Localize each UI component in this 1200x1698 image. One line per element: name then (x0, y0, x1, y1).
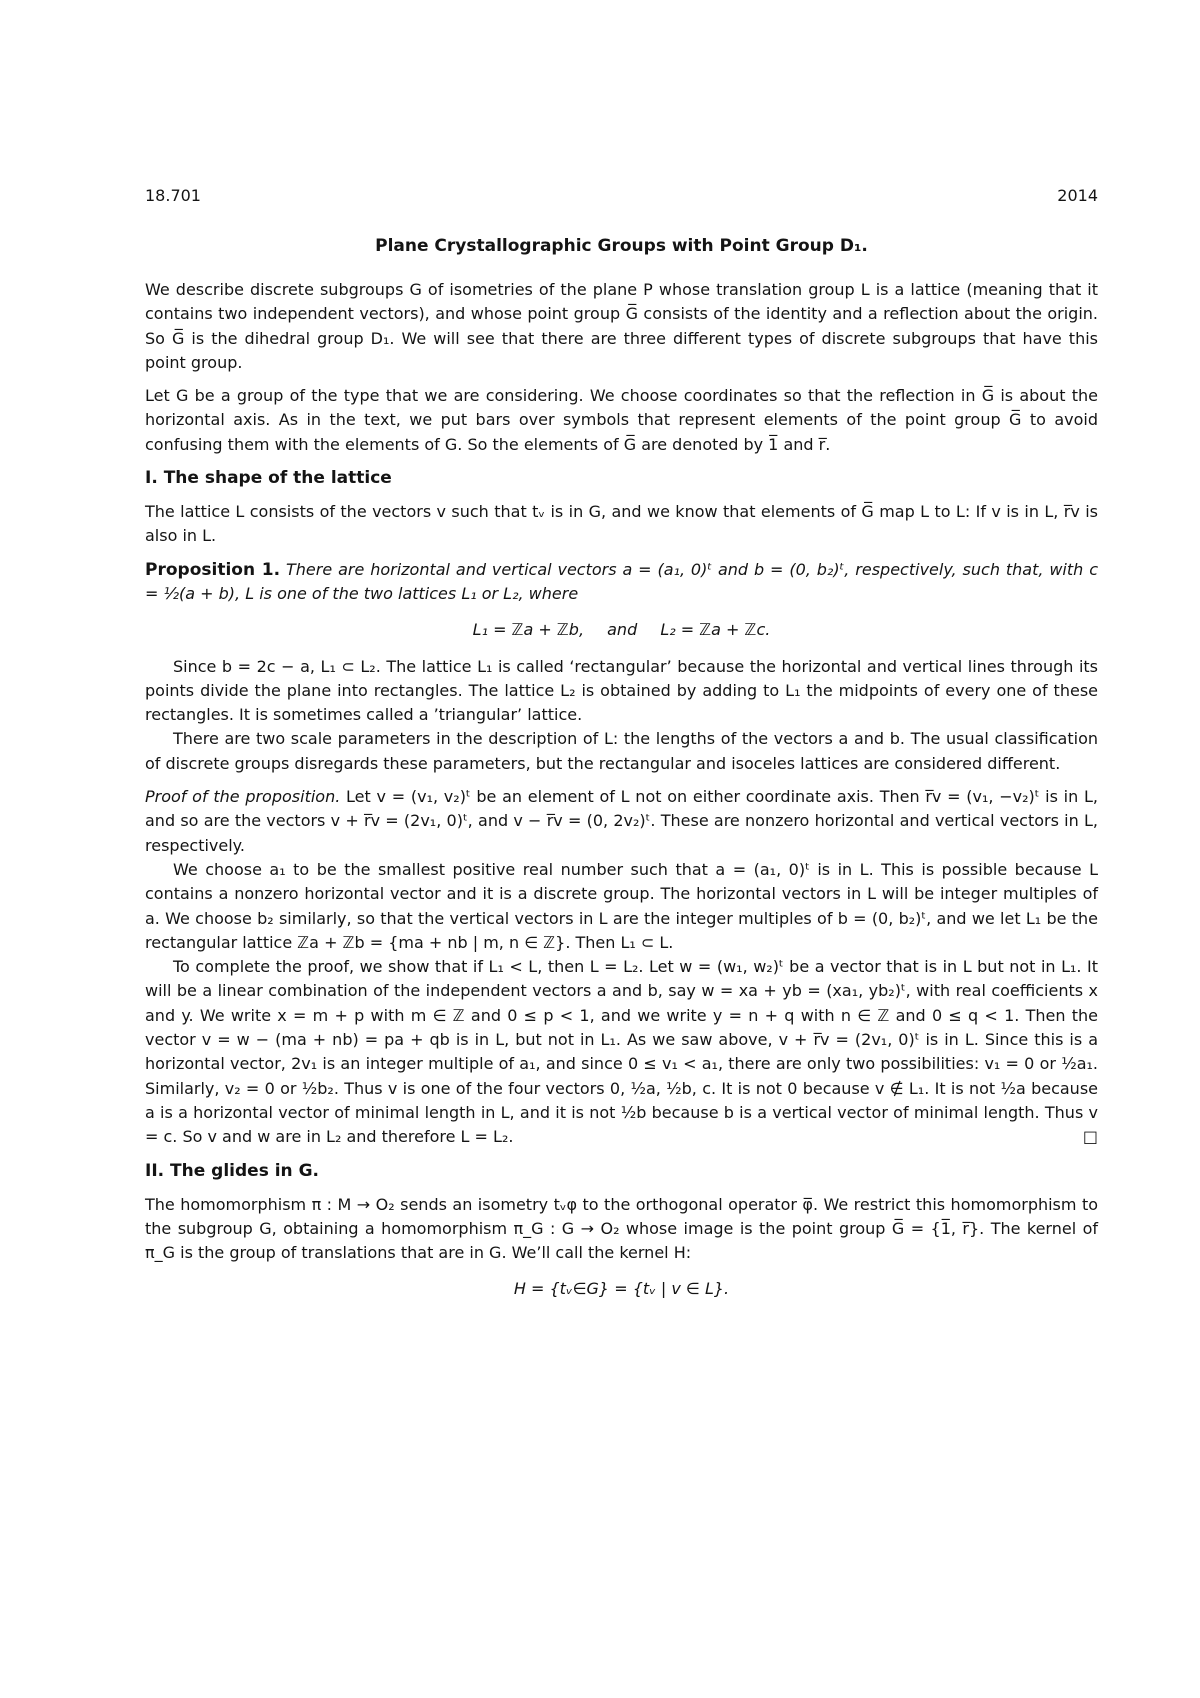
section-1-heading: I. The shape of the lattice (145, 468, 392, 489)
proposition-1 (145, 558, 1098, 607)
section-2-paragraph: The homomorphism π : M → O₂ sends an isometry tᵥφ to the orthogonal operator φ̅. We restrict this homomorphism to the subgroup G, obtaining a homomorphism π_G : G → O₂ whose image is the point group G̅ = {1̅, r̅}. The kernel of π_G is the group of translations that are in G. We’ll call the kernel H: (145, 1194, 1098, 1263)
proposition-label: Proposition 1. (145, 559, 281, 580)
proposition-text: There are horizontal and vertical vectors a = (a₁, 0)ᵗ and b = (0, b₂)ᵗ, respectively, such that, with c = ½(a + b), L is one of the two lattices L₁ or L₂, where (145, 559, 1098, 603)
intro-paragraph-1: We describe discrete subgroups G of isometries of the plane P whose translation group L is a lattice (meaning that it contains two independent vectors), and whose point group G̅ consists of the identity and a reflection about the origin. So G̅ is the dihedral group D₁. We will see that there are three different types of discrete subgroups that have this point group. (145, 280, 1098, 372)
lattice-equation (145, 618, 1098, 642)
running-header (145, 184, 1098, 208)
lattice-l1-formula: L₁ = ℤa + ℤb, (472, 620, 585, 640)
kernel-formula: H = {tᵥ∈G} = {tᵥ | v ∈ L}. (513, 1279, 730, 1299)
section-1-paragraph: The lattice L consists of the vectors v such that tᵥ is in G, and we know that elements of G̅ map L to L: If v is in L, r̅v is also in L. (145, 502, 1098, 546)
page-title: Plane Crystallographic Groups with Point Group D₁. (375, 236, 868, 256)
lattice-l2-formula: L₂ = ℤa + ℤc. (660, 620, 771, 640)
kernel-equation (145, 1277, 1098, 1301)
year: 2014 (1057, 186, 1098, 205)
course-number: 18.701 (145, 186, 201, 205)
qed-symbol: □ (1082, 1127, 1098, 1147)
proof-text-3: To complete the proof, we show that if L₁ < L, then L = L₂. Let w = (w₁, w₂)ᵗ be a vector that is in L but not in L₁. It will be a linear combination of the independent vectors a and b, say w = xa + yb = (xa₁, yb₂)ᵗ, with real coefficients x and y. We write x = m + p with m ∈ ℤ and 0 ≤ p < 1, and we write y = n + q with n ∈ ℤ and 0 ≤ q < 1. Then the vector v = w − (ma + nb) = pa + qb is in L, but not in L₁. As we saw above, v + r̅v = (2v₁, 0)ᵗ is in L. Since this is a horizontal vector, 2v₁ is an integer multiple of a₁, and since 0 ≤ v₁ < a₁, there are only two possibilities: v₁ = 0 or ½a₁. Similarly, v₂ = 0 or ½b₂. Thus v is one of the four vectors 0, ½a, ½b, c. It is not 0 because v ∉ L₁. It is not ½a because a is a horizontal vector of minimal length in L, and it is not ½b because b is a vertical vector of minimal length. Thus v = c. So v and w are in L₂ and therefore L = L₂. (145, 957, 1098, 1147)
page (145, 184, 1098, 1314)
proof-label: Proof of the proposition. (145, 787, 341, 807)
remark-paragraph-2: There are two scale parameters in the description of L: the lengths of the vectors a and b. The usual classification of discrete groups disregards these parameters, but the rectangular and isoceles lattices are considered different. (145, 729, 1098, 773)
intro-paragraph-2: Let G be a group of the type that we are considering. We choose coordinates so that the reflection in G̅ is about the horizontal axis. As in the text, we put bars over symbols that represent elements of the point group G̅ to avoid confusing them with the elements of G. So the elements of G̅ are denoted by 1̅ and r̅. (145, 386, 1098, 454)
proof-paragraph-1 (145, 785, 1098, 858)
proof-text-1: Let v = (v₁, v₂)ᵗ be an element of L not on either coordinate axis. Then r̅v = (v₁, −v₂)ᵗ is in L, and so are the vectors v + r̅v = (2v₁, 0)ᵗ, and v − r̅v = (0, 2v₂)ᵗ. These are nonzero horizontal and vertical vectors in L, respectively. (145, 787, 1099, 855)
section-2-heading: II. The glides in G. (145, 1160, 319, 1181)
proof-paragraph-2: We choose a₁ to be the smallest positive real number such that a = (a₁, 0)ᵗ is in L. This is possible because L contains a nonzero horizontal vector and it is a discrete group. The horizontal vectors in L will be integer multiples of a. We choose b₂ similarly, so that the vertical vectors in L are the integer multiples of b = (0, b₂)ᵗ, and we let L₁ be the rectangular lattice ℤa + ℤb = {ma + nb | m, n ∈ ℤ}. Then L₁ ⊂ L. (145, 859, 1098, 952)
proof-paragraph-3 (145, 955, 1098, 1149)
and-word: and (607, 620, 638, 640)
remark-paragraph-1: Since b = 2c − a, L₁ ⊂ L₂. The lattice L₁ is called ‘rectangular’ because the horizontal and vertical lines through its points divide the plane into rectangles. The lattice L₂ is obtained by adding to L₁ the midpoints of every one of these rectangles. It is sometimes called a ’triangular’ lattice. (145, 656, 1098, 725)
